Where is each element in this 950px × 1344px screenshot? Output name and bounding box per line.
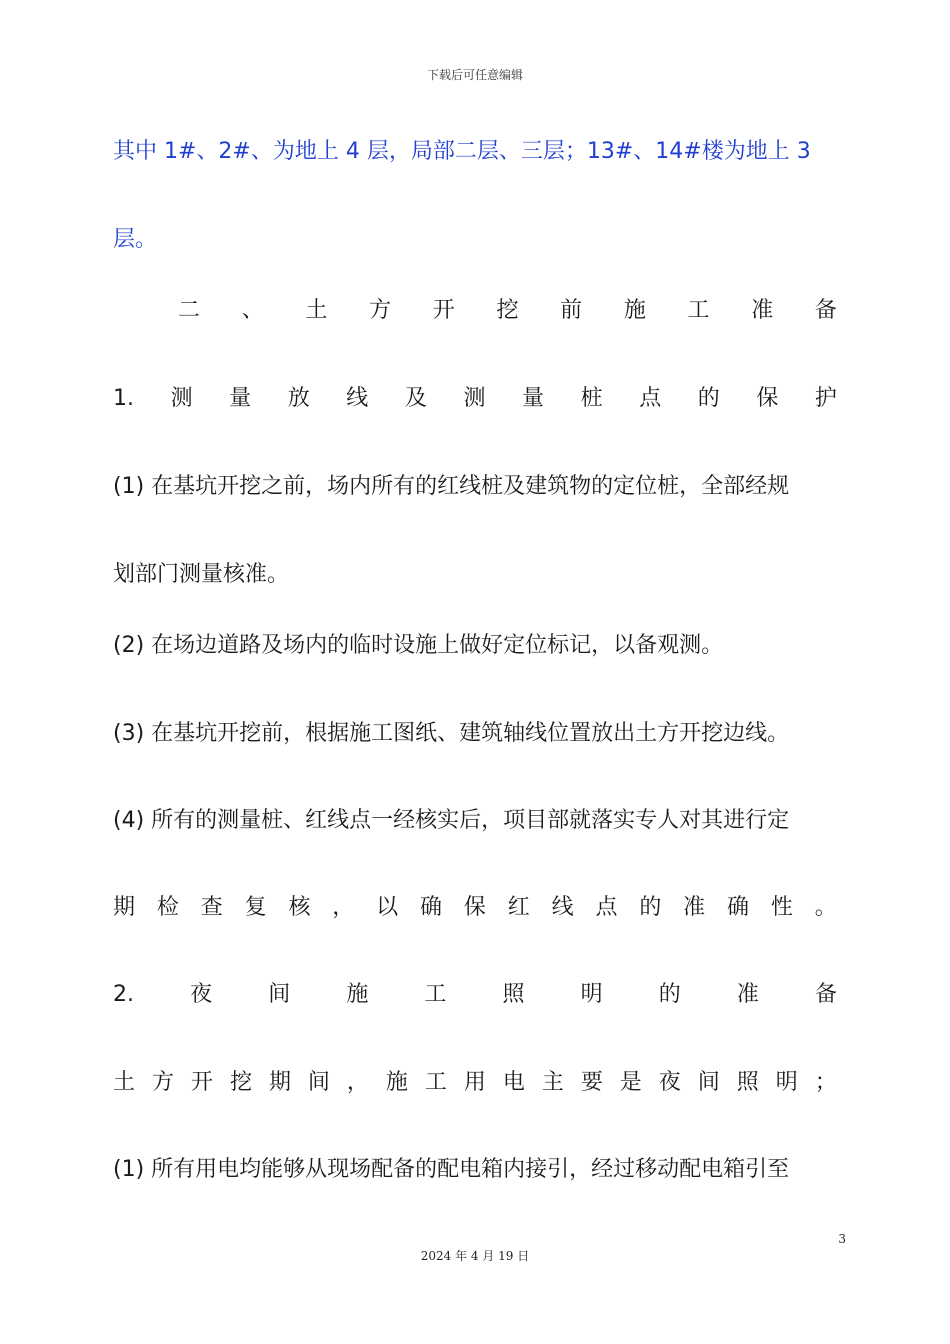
line-glyph: 。	[814, 895, 837, 920]
line-glyph: 检	[156, 895, 179, 920]
line-glyph: 施	[346, 982, 369, 1007]
line-glyph: 放	[287, 386, 310, 411]
line-glyph: 期	[113, 895, 136, 920]
line-glyph: 量	[229, 386, 252, 411]
line-glyph: 主	[541, 1070, 564, 1095]
line-glyph: ，	[332, 895, 355, 920]
line-glyph: 准	[736, 982, 759, 1007]
line-glyph: 间	[697, 1070, 720, 1095]
line-glyph: 以	[376, 895, 399, 920]
line-glyph: 测	[463, 386, 486, 411]
line-glyph: 施	[385, 1070, 408, 1095]
subsection-heading	[113, 384, 837, 414]
line-glyph: 挖	[229, 1070, 252, 1095]
paragraph-line	[113, 1068, 837, 1098]
paragraph-line: (1) 在基坑开挖之前，场内所有的红线桩及建筑物的定位桩，全部经规	[113, 474, 790, 499]
line-glyph: 开	[190, 1070, 213, 1095]
line-glyph: 挖	[496, 298, 519, 323]
line-glyph: 及	[404, 386, 427, 411]
page-footer-date: 2024 年 4 月 19 日	[420, 1249, 530, 1263]
paragraph-line: 划部门测量核准。	[113, 562, 290, 587]
line-glyph: 保	[463, 895, 486, 920]
line-glyph: 护	[814, 386, 837, 411]
page-number: 3	[838, 1232, 846, 1246]
line-glyph: 点	[595, 895, 618, 920]
line-glyph: 土	[305, 298, 328, 323]
line-glyph: ；	[814, 1070, 837, 1095]
line-glyph: 工	[424, 1070, 447, 1095]
line-glyph: 方	[369, 298, 392, 323]
line-glyph: 是	[619, 1070, 642, 1095]
line-glyph: 开	[432, 298, 455, 323]
line-glyph: 的	[639, 895, 662, 920]
line-glyph: ，	[346, 1070, 369, 1095]
line-glyph: 的	[697, 386, 720, 411]
line-glyph: 确	[727, 895, 750, 920]
paragraph-line: 层。	[113, 227, 158, 252]
line-glyph: 线	[551, 895, 574, 920]
line-glyph: 方	[151, 1070, 174, 1095]
line-glyph: 照	[502, 982, 525, 1007]
line-glyph: 性	[770, 895, 793, 920]
line-glyph: 二	[178, 298, 201, 323]
paragraph-line: (1) 所有用电均能够从现场配备的配电箱内接引，经过移动配电箱引至	[113, 1157, 790, 1182]
subsection-heading	[113, 980, 837, 1010]
page-header: 下载后可任意编辑	[426, 68, 523, 82]
line-glyph: 线	[346, 386, 369, 411]
line-glyph: 电	[502, 1070, 525, 1095]
line-glyph: 备	[814, 982, 837, 1007]
line-glyph: 红	[507, 895, 530, 920]
line-glyph: 准	[751, 298, 774, 323]
section-heading	[178, 296, 837, 326]
line-glyph: 1.	[113, 386, 134, 411]
line-glyph: 工	[687, 298, 710, 323]
line-glyph: 明	[775, 1070, 798, 1095]
line-glyph: 夜	[658, 1070, 681, 1095]
line-glyph: 土	[113, 1070, 136, 1095]
line-glyph: 间	[268, 982, 291, 1007]
line-glyph: 查	[200, 895, 223, 920]
paragraph-line: 其中 1#、2#、为地上 4 层，局部二层、三层；13#、14#楼为地上 3	[113, 139, 811, 164]
paragraph-line: (3) 在基坑开挖前，根据施工图纸、建筑轴线位置放出土方开挖边线。	[113, 721, 790, 746]
line-glyph: 量	[522, 386, 545, 411]
line-glyph: 间	[307, 1070, 330, 1095]
line-glyph: 确	[420, 895, 443, 920]
line-glyph: 复	[244, 895, 267, 920]
line-glyph: 施	[623, 298, 646, 323]
paragraph-line	[113, 893, 837, 923]
line-glyph: 照	[736, 1070, 759, 1095]
line-glyph: 2.	[113, 982, 134, 1007]
line-glyph: 明	[580, 982, 603, 1007]
line-glyph: 测	[170, 386, 193, 411]
paragraph-line: (2) 在场边道路及场内的临时设施上做好定位标记，以备观测。	[113, 633, 724, 658]
line-glyph: 点	[639, 386, 662, 411]
line-glyph: 要	[580, 1070, 603, 1095]
line-glyph: 前	[560, 298, 583, 323]
line-glyph: 的	[658, 982, 681, 1007]
line-glyph: 备	[814, 298, 837, 323]
line-glyph: 期	[268, 1070, 291, 1095]
line-glyph: 准	[683, 895, 706, 920]
line-glyph: 桩	[580, 386, 603, 411]
line-glyph: 工	[424, 982, 447, 1007]
line-glyph: 保	[756, 386, 779, 411]
line-glyph: 、	[241, 298, 264, 323]
paragraph-line: (4) 所有的测量桩、红线点一经核实后，项目部就落实专人对其进行定	[113, 808, 790, 833]
line-glyph: 用	[463, 1070, 486, 1095]
line-glyph: 夜	[190, 982, 213, 1007]
line-glyph: 核	[288, 895, 311, 920]
